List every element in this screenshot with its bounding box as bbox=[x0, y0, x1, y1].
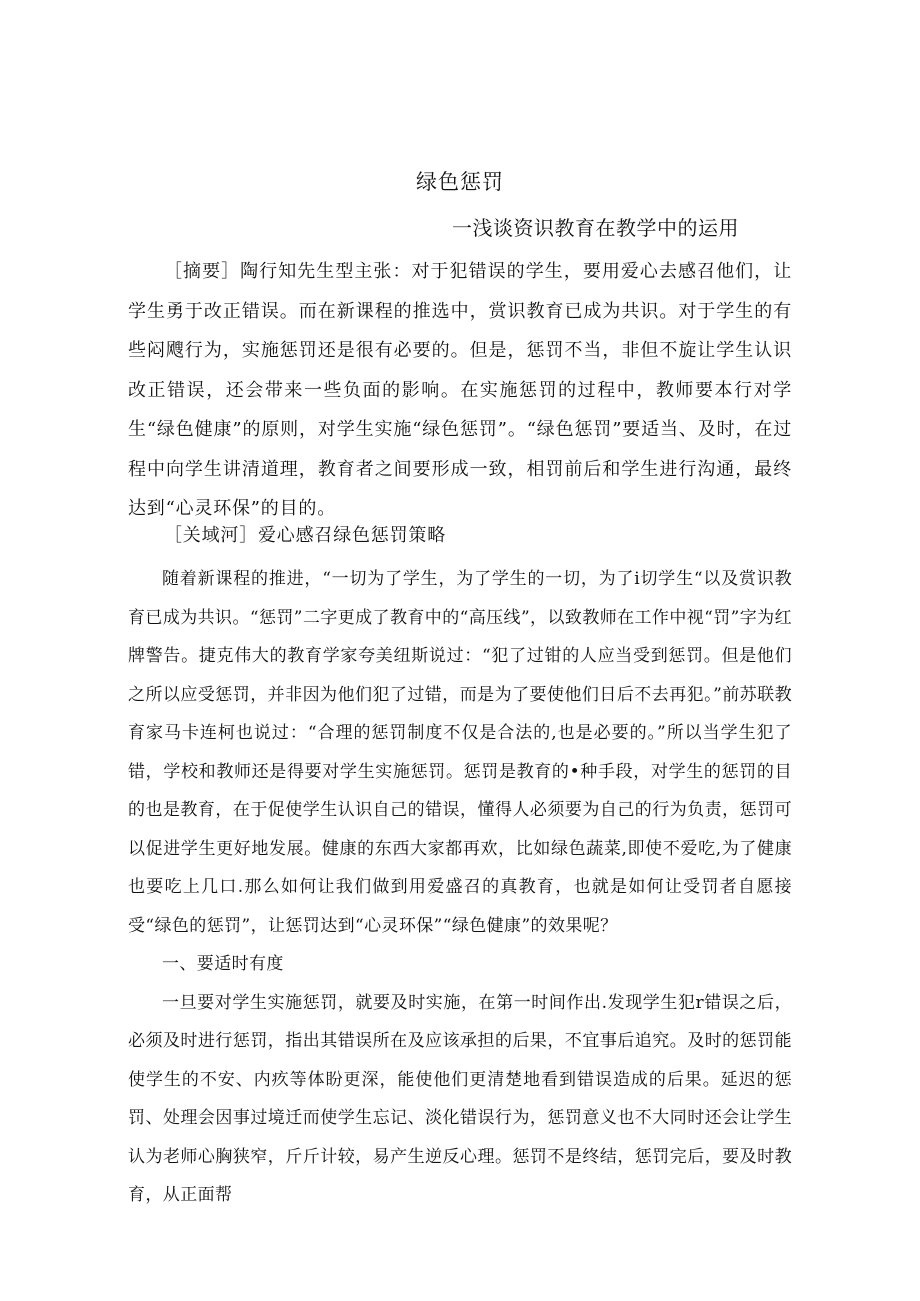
keywords-line: ［关域河］爱心感召绿色惩罚策略 bbox=[164, 525, 446, 546]
section-heading: 一、要适时有度 bbox=[162, 954, 284, 974]
body-paragraph: 随着新课程的推进，“一切为了学生，为了学生的一切，为了i切学生“以及赏识教育已成为共识。“惩罚”二字更成了教育中的“高压线”，以致教师在工作中视“罚”字为红牌警告。捷克伟大的教育学家夸美纽斯说过：“犯了过钳的人应当受到惩罚。但是他们之所以应受惩罚，并非因为他们犯了过错，而是为了要使他们日后不去再犯。”前苏联教育家马卡连柯也说过：“合理的惩罚制度不仅是合法的,也是必要的。”所以当学生犯了错，学校和教师还是得要对学生实施惩罚。惩罚是教育的•种手段，对学生的惩罚的目的也是教育，在于促使学生认识自己的错误，懂得人必须要为自己的行为负责，惩罚可以促进学生更好地发展。健康的东西大家都再欢，比如绿色蔬菜,即使不爱吃,为了健康也要吃上几口.那么如何让我们做到用爱盛召的真教育，也就是如何让受罚者自愿接受“绿色的惩罚”，让惩罚达到“心灵环保”“绿色健康”的效果呢？ bbox=[128, 569, 792, 936]
body-text bbox=[128, 560, 792, 1215]
body-paragraph: 一旦要对学生实施惩罚，就要及时实施，在第一时间作出.发现学生犯r错误之后，必须及时进行惩罚，指出其错误所在及应该承担的后果，不宜事后追究。及时的惩罚能使学生的不安、内疚等体盼更深，能使他们更清楚地看到错误造成的后果。延迟的惩罚、处理会因事过境迁而使学生忘记、淡化错误行为，惩罚意义也不大同时还会让学生认为老师心胸狭窄，斤斤计较，易产生逆反心理。惩罚不是终结，惩罚完后，要及时教育，从正面帮 bbox=[128, 992, 792, 1205]
abstract-paragraph: ［摘要］陶行知先生型主张：对于犯错误的学生，要用爱心去感召他们，让学生勇于改正错误。而在新课程的推选中，赏识教育已成为共识。对于学生的有些闷飕行为，实施惩罚还是很有必要的。但是，惩罚不当，非但不旋让学生认识改正错误，还会带来一些负面的影响。在实施惩罚的过程中，教师要本行对学生“绿色健康”的原则，对学生实施“绿色惩罚”。“绿色惩罚”要适当、及时，在过程中向学生讲清道理，教育者之间要形成一致，相罚前后和学生进行沟通，最终达到“心灵环保”的目的。 bbox=[128, 261, 792, 519]
document-subtitle: 一浅谈资识教育在教学中的运用 bbox=[452, 216, 739, 240]
document-title: 绿色惩罚 bbox=[416, 170, 504, 194]
